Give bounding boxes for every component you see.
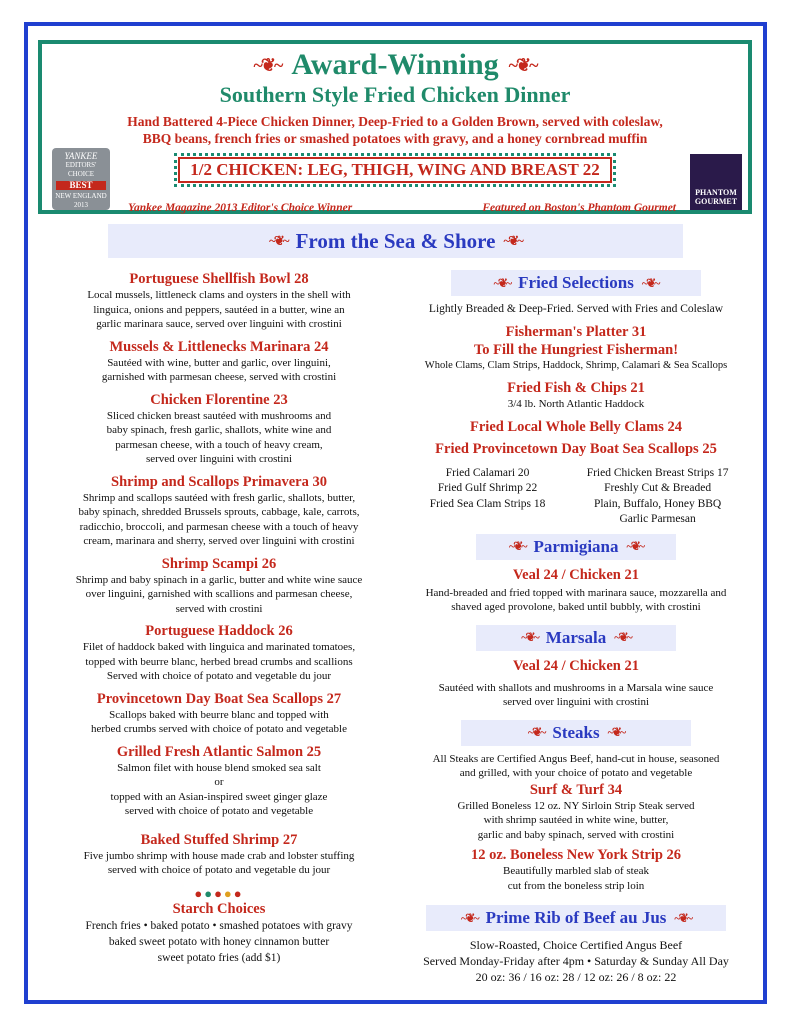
item-title: Portuguese Shellfish Bowl 28	[129, 271, 309, 287]
colored-dots: ●●●●●	[194, 885, 244, 901]
fried-extras	[406, 466, 746, 528]
flourish-icon: ~❦~	[674, 910, 691, 925]
item-description: Scallops baked with beurre blanc and topped with herbed crumbs served with choice of potato and vegetable	[91, 708, 347, 735]
fried-intro: Lightly Breaded & Deep-Fried. Served with Fries and Coleslaw	[428, 303, 724, 315]
prime-rib-details: Slow-Roasted, Choice Certified Angus Beef Served Monday-Friday after 4pm • Saturday & Sunday All Day 20 oz: 36 / 16 oz: 28 / 12 oz: 26 / 8 oz: 22	[423, 938, 729, 984]
left-column	[54, 270, 384, 966]
flourish-icon: ~❦~	[493, 275, 511, 290]
fish-chips-title: Fried Fish & Chips 21	[507, 380, 645, 396]
strip-title: 12 oz. Boneless New York Strip 26	[470, 847, 682, 863]
parmigiana-description: Hand-breaded and fried topped with marinara sauce, mozzarella and shaved aged provolone, baked until bubbly, with crostini	[425, 586, 727, 613]
fried-left-list: Fried Calamari 20 Fried Gulf Shrimp 22 Fried Sea Clam Strips 18	[429, 466, 546, 510]
flourish-icon: ~❦~	[641, 275, 659, 290]
parmigiana-header: ~❦~ Parmigiana ~❦~	[476, 534, 676, 560]
phantom-caption: Featured on Boston's Phantom Gourmet	[482, 202, 676, 214]
item-title: Grilled Fresh Atlantic Salmon 25	[116, 743, 322, 760]
item-description: Five jumbo shrimp with house made crab and lobster stuffing served with choice of potato and vegetable du jour	[83, 849, 355, 876]
half-chicken-price: 1/2 CHICKEN: LEG, THIGH, WING AND BREAST 22	[178, 157, 612, 183]
phantom-gourmet-logo: PHANTOM GOURMET	[690, 154, 742, 210]
banner-subtitle: Southern Style Fried Chicken Dinner	[219, 82, 571, 107]
yankee-caption: Yankee Magazine 2013 Editor's Choice Winner	[128, 202, 353, 214]
flourish-icon: ~❦~	[626, 539, 644, 553]
item-description: Shrimp and scallops sautéed with fresh garlic, shallots, butter, baby spinach, shredded Brussels sprouts, cabbage, kale, carrots, radicchio, broccoli, and parmesan cheese with a touch of heavy cream, marinara and sherry, served over linguini with crostini	[78, 491, 360, 547]
flourish-icon: ~❦~	[508, 539, 526, 553]
belly-clams-title: Fried Local Whole Belly Clams 24	[470, 418, 682, 435]
marsala-header: ~❦~ Marsala ~❦~	[476, 625, 676, 651]
steaks-intro: All Steaks are Certified Angus Beef, hand-cut in house, seasoned and grilled, with your choice of potato and vegetable	[432, 752, 720, 779]
flourish-icon: ~❦~	[521, 630, 538, 644]
item-title: Shrimp Scampi 26	[161, 555, 277, 572]
fried-chicken-banner	[38, 40, 752, 214]
prime-rib-header: ~❦~ Prime Rib of Beef au Jus ~❦~	[426, 905, 726, 931]
banner-description: Hand Battered 4-Piece Chicken Dinner, Deep-Fried to a Golden Brown, served with coleslaw, BBQ beans, french fries or smashed potatoes with gravy, and a honey cornbread muffin	[127, 114, 663, 146]
strip-description: Beautifully marbled slab of steak cut from the boneless strip loin	[502, 865, 649, 892]
item-title: Provincetown Day Boat Sea Scallops 27	[96, 690, 342, 707]
item-description: Shrimp and baby spinach in a garlic, butter and white wine sauce over linguini, garnished with scallions and parmesan cheese, served with crostini	[75, 573, 363, 615]
marsala-price: Veal 24 / Chicken 21	[513, 657, 639, 674]
fish-chips-description: 3/4 lb. North Atlantic Haddock	[507, 398, 645, 410]
flourish-icon: ~❦~	[461, 910, 478, 925]
item-description: Sautéed with wine, butter and garlic, over linguini, garnished with parmesan cheese, served with crostini	[101, 356, 337, 383]
flourish-icon: ~❦~	[508, 54, 537, 75]
fried-selections-header: ~❦~ Fried Selections ~❦~	[451, 270, 701, 296]
sea-shore-header: ~❦~ From the Sea & Shore ~❦~	[108, 224, 683, 258]
flourish-icon: ~❦~	[614, 630, 631, 644]
steaks-header: ~❦~ Steaks ~❦~	[461, 720, 691, 746]
platter-tagline: To Fill the Hungriest Fisherman!	[473, 341, 679, 358]
item-description: Filet of haddock baked with linguica and marinated tomatoes, topped with beurre blanc, herbed bread crumbs and scallions Served with choice of potato and vegetable du jour	[82, 641, 356, 682]
flourish-icon: ~❦~	[607, 725, 625, 739]
item-title: Portuguese Haddock 26	[145, 623, 293, 639]
half-chicken-box	[174, 153, 616, 187]
item-title: Mussels & Littlenecks Marinara 24	[109, 338, 329, 355]
item-description: Local mussels, littleneck clams and oysters in the shell with linguica, onions and peppers, sautéed in a butter, wine an garlic marinara sauce, served over linguini with crostini	[87, 289, 351, 330]
banner-title: ~❦~ Award-Winning ~❦~	[253, 48, 537, 81]
surf-turf-description: Grilled Boneless 12 oz. NY Sirloin Strip Steak served with shrimp sautéed in white wine, butter, garlic and baby spinach, served with crostini	[457, 799, 695, 841]
marsala-description: Sautéed with shallots and mushrooms in a Marsala wine sauce served over linguini with crostini	[438, 681, 714, 708]
item-title: Chicken Florentine 23	[150, 391, 288, 408]
right-column	[406, 270, 746, 985]
platter-title: Fisherman's Platter 31	[505, 323, 647, 340]
flourish-icon: ~❦~	[503, 233, 522, 248]
item-title: Baked Stuffed Shrimp 27	[140, 831, 298, 848]
flourish-icon: ~❦~	[269, 233, 288, 248]
starch-list: French fries • baked potato • smashed potatoes with gravy baked sweet potato with honey cinnamon butter sweet potato fries (add $1)	[85, 919, 353, 964]
item-description: Salmon filet with house blend smoked sea salt or topped with an Asian-inspired sweet ginger glaze served with choice of potato and vegetable	[110, 761, 328, 817]
item-title: Shrimp and Scallops Primavera 30	[111, 473, 327, 490]
fried-right-list: Fried Chicken Breast Strips 17 Freshly Cut & Breaded Plain, Buffalo, Honey BBQ Garlic Parmesan	[586, 466, 729, 525]
platter-description: Whole Clams, Clam Strips, Haddock, Shrimp, Calamari & Sea Scallops	[424, 359, 728, 371]
parmigiana-price: Veal 24 / Chicken 21	[513, 566, 639, 583]
yankee-award-badge: YANKEE EDITORS' CHOICE BEST NEW ENGLAND 2013	[52, 148, 110, 210]
item-description: Sliced chicken breast sautéed with mushrooms and baby spinach, fresh garlic, shallots, white wine and parmesan cheese, with a touch of heavy cream, served over linguini with crostini	[106, 409, 332, 465]
flourish-icon: ~❦~	[253, 54, 282, 75]
surf-turf-title: Surf & Turf 34	[529, 781, 623, 798]
flourish-icon: ~❦~	[527, 725, 545, 739]
starch-title: Starch Choices	[172, 900, 266, 917]
fried-scallops-title: Fried Provincetown Day Boat Sea Scallops 25	[435, 440, 717, 457]
